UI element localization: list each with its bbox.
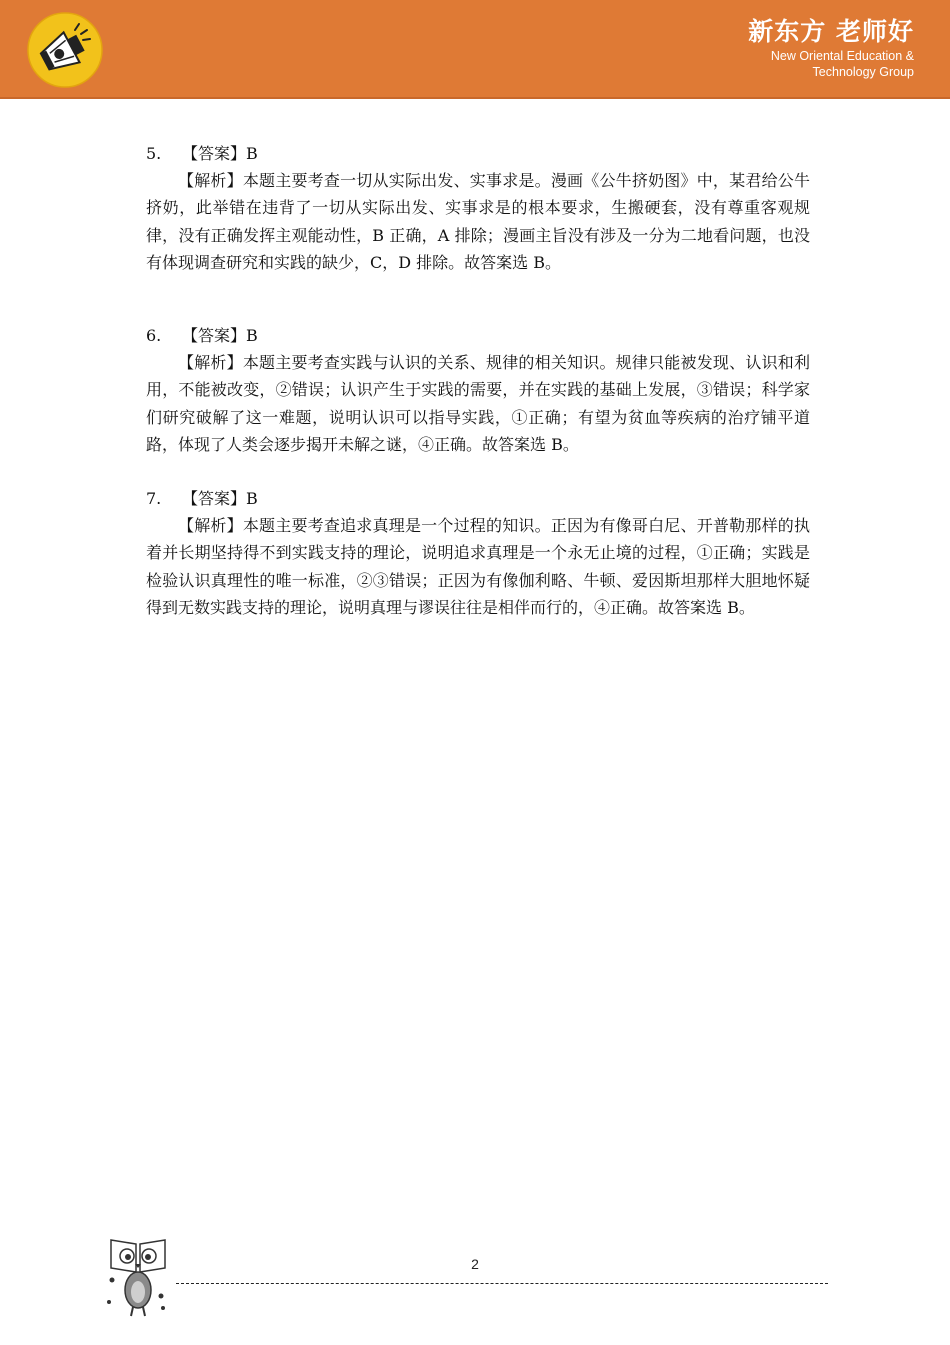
page-number: 2 [471,1256,479,1272]
answer-line [146,140,810,167]
answer-label: 【答案】B [182,489,258,509]
owl-reading-book-icon [103,1236,173,1318]
page-header [0,0,950,99]
brand-en-line-1: New Oriental Education & [770,49,914,63]
brand-title-en [771,48,914,80]
answer-item-5 [146,140,810,276]
analysis-text: 【解析】本题主要考查实践与认识的关系、规律的相关知识。规律只能被发现、认识和利用，不能被改变，②错误；认识产生于实践的需要，并在实践的基础上发展，③错误；科学家们研究破解了这一难题，说明认识可以指导实践，①正确；有望为贫血等疾病的治疗铺平道路，体现了人类会逐步揭开未解之谜，④正确。故答案选 B。 [146,353,810,454]
megaphone-logo-icon [27,12,103,88]
answer-label: 【答案】B [182,326,258,346]
answer-item-7 [146,485,810,621]
answer-line [146,485,810,512]
question-number: 6. [146,326,162,346]
brand-en-line-2: Technology Group [812,65,914,79]
question-number: 5. [146,144,162,163]
answer-line [146,322,810,349]
answer-item-6 [146,322,810,458]
footer-divider [176,1283,828,1284]
question-number: 7. [146,489,162,509]
answer-label: 【答案】B [182,144,258,163]
answer-content [146,140,810,621]
brand-title-cn: 新东方 老师好 [748,17,914,46]
analysis-text: 【解析】本题主要考查追求真理是一个过程的知识。正因为有像哥白尼、开普勒那样的执着并长期坚持得不到实践支持的理论，说明追求真理是一个永无止境的过程，①正确；实践是检验认识真理性的唯一标准，②③错误；正因为有像伽利略、牛顿、爱因斯坦那样大胆地怀疑得到无数实践支持的理论，说明真理与谬误往往是相伴而行的，④正确。故答案选 B。 [146,516,810,617]
analysis-text: 【解析】本题主要考查一切从实际出发、实事求是。漫画《公牛挤奶图》中，某君给公牛挤奶，此举错在违背了一切从实际出发、实事求是的根本要求，生搬硬套，没有尊重客观规律，没有正确发挥主观能动性，B 正确，A 排除；漫画主旨没有涉及一分为二地看问题，也没有体现调查研究和实践的缺少，C，D 排除。故答案选 B。 [146,171,810,272]
